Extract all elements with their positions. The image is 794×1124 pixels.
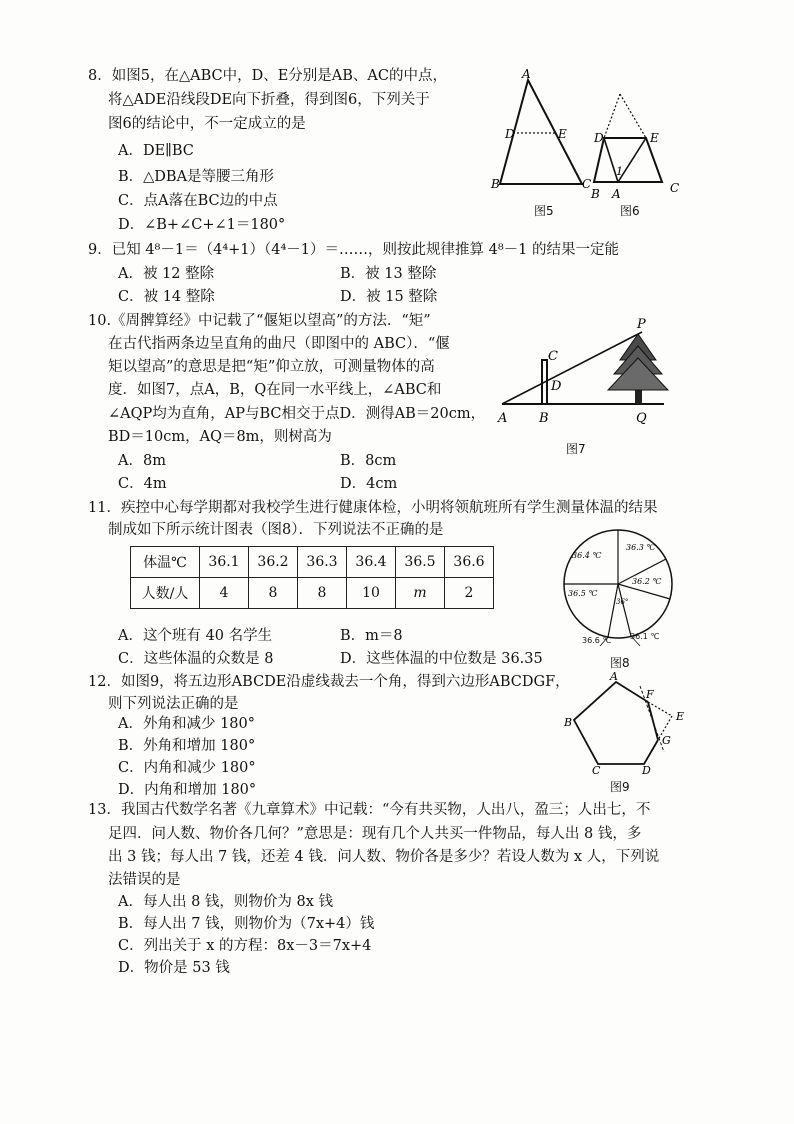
q13-line-4: 法错误的是 [108,872,181,888]
q10-line-5: ∠AQP均为直角，AP与BC相交于点D．测得AB＝20cm， [108,406,486,422]
pie-label-36-2: 36.2 ℃ [632,577,662,586]
temperature-table [130,546,494,609]
table-row-count [131,578,494,609]
table-row-header [131,547,494,578]
figure-9-pentagon [560,672,700,776]
fig9-label-g: G [662,734,671,747]
fig8-caption: 图8 [610,656,630,670]
table-cell: 36.3 [298,547,347,578]
fig7-label-p: P [637,317,646,332]
q12-option-d: D．内角和增加 180° [118,782,257,798]
q12-option-c: C．内角和减少 180° [118,760,256,776]
fig6-label-a: A [612,187,621,201]
q12-line-2: 则下列说法正确的是 [108,696,239,712]
fig5-label-c: C [582,177,592,188]
q11-option-b: B．m＝8 [340,628,403,644]
pie-label-36-6: 36.6 ℃ [582,636,612,645]
pie-label-36-4: 36.4 ℃ [572,551,602,560]
q13-line-3: 出 3 钱；每人出 7 钱，还差 4 钱．问人数、物价各是多少？若设人数为 x 人，下列说 [108,849,660,865]
q10-line-3: 矩以望高”的意思是把“矩”仰立放，可测量物体的高 [108,359,435,375]
fig9-label-c: C [592,764,601,776]
fig7-label-d: D [551,379,562,394]
q13-option-d: D．物价是 53 钱 [118,960,230,976]
fig6-label-b: B [591,187,600,201]
fig7-label-q: Q [636,411,647,426]
q9-option-d: D．被 15 整除 [340,289,438,305]
figure-8-pie [556,528,688,648]
table-cell: 体温℃ [131,547,200,578]
table-cell: 8 [249,578,298,609]
q12-line-1: 12．如图9，将五边形ABCDE沿虚线裁去一个角，得到六边形ABCDGF， [88,674,570,690]
q10-line-4: 度．如图7，点A，B，Q在同一水平线上，∠ABC和 [108,382,442,398]
q10-option-d: D．4cm [340,476,398,492]
q13-option-c: C．列出关于 x 的方程：8x－3＝7x+4 [118,938,372,954]
q8-option-a: A．DE∥BC [118,143,194,159]
fig5-label-e: E [558,127,567,141]
fig5-caption: 图5 [534,204,554,218]
q12-option-a: A．外角和减少 180° [118,716,256,732]
table-cell: 36.4 [347,547,396,578]
q12-option-b: B．外角和增加 180° [118,738,256,754]
fig7-label-a: A [498,411,508,426]
figure-5 [488,66,592,188]
q11-option-a: A．这个班有 40 名学生 [118,628,273,644]
fig5-label-b: B [491,177,500,188]
q11-line-1: 11．疾控中心每学期都对我校学生进行健康体检，小明将领航班所有学生测量体温的结果 [88,500,658,516]
fig9-label-f: F [646,688,654,701]
q9-option-a: A．被 12 整除 [118,266,215,282]
q10-line-2: 在古代指两条边呈直角的曲尺（即图中的 ABC）．“偃 [108,336,450,352]
fig9-label-b: B [564,716,573,729]
fig7-label-b: B [539,411,549,426]
q13-line-1: 13．我国古代数学名著《九章算术》中记载：“今有共买物，人出八，盈三；人出七，不 [88,802,651,818]
q9-option-b: B．被 13 整除 [340,266,437,282]
table-cell: 36.5 [396,547,445,578]
q10-line-6: BD＝10cm，AQ＝8m，则树高为 [108,429,332,445]
q9-option-c: C．被 14 整除 [118,289,215,305]
q13-option-a: A．每人出 8 钱，则物价为 8x 钱 [118,894,334,910]
fig9-label-e: E [676,710,685,723]
table-cell: 36.6 [445,547,494,578]
q8-option-b: B．△DBA是等腰三角形 [118,169,275,185]
q10-option-c: C．4m [118,476,167,492]
fig6-label-angle-1: 1 [616,165,623,178]
pie-label-36-1: 36.1 ℃ [630,632,660,641]
q10-option-b: B．8cm [340,453,397,469]
q11-line-2: 制成如下所示统计图表（图8）．下列说法不正确的是 [108,522,444,538]
q8-option-d: D．∠B+∠C+∠1＝180° [118,217,286,233]
fig9-caption: 图9 [610,780,630,794]
fig6-label-d: D [594,131,604,145]
table-cell: 36.1 [200,547,249,578]
pie-label-36-5: 36.5 ℃ [568,589,598,598]
fig9-label-d: D [642,764,651,776]
table-cell: 8 [298,578,347,609]
table-cell: 4 [200,578,249,609]
q8-option-c: C．点A落在BC边的中点 [118,193,278,209]
q8-line-1: 8．如图5，在△ABC中，D、E分别是AB、AC的中点， [88,68,447,84]
fig9-label-a: A [610,672,618,683]
table-cell: 人数/人 [131,578,200,609]
q8-line-2: 将△ADE沿线段DE向下折叠，得到图6，下列关于 [108,92,430,108]
table-cell: 36.2 [249,547,298,578]
fig5-label-d: D [505,127,515,141]
table-cell: 10 [347,578,396,609]
fig6-label-e: E [650,131,659,145]
figure-7 [492,312,700,428]
q9-line-1: 9．已知 4⁸－1＝（4⁴+1）（4⁴－1）＝……，则按此规律推算 4⁸－1 的结果一定能 [88,242,620,258]
q11-option-c: C．这些体温的众数是 8 [118,651,274,667]
pie-label-36-3: 36.3 ℃ [626,543,656,552]
fig6-label-c: C [670,181,680,195]
pie-label-36-deg: 36° [616,598,629,606]
figure-6 [590,90,690,202]
fig7-label-c: C [548,349,558,364]
fig7-caption: 图7 [566,442,586,456]
q8-line-3: 图6的结论中，不一定成立的是 [108,116,306,132]
table-cell: 2 [445,578,494,609]
q13-option-b: B．每人出 7 钱，则物价为（7x+4）钱 [118,916,375,932]
q11-option-d: D．这些体温的中位数是 36.35 [340,651,543,667]
fig5-label-a: A [522,67,531,81]
q13-line-2: 足四．问人数、物价各几何？”意思是：现有几个人共买一件物品，每人出 8 钱，多 [108,826,642,842]
q10-option-a: A．8m [118,453,166,469]
q10-line-1: 10.《周髀算经》中记载了“偃矩以望高”的方法．“矩” [88,313,431,329]
table-cell: m [396,578,445,609]
fig6-caption: 图6 [620,204,640,218]
